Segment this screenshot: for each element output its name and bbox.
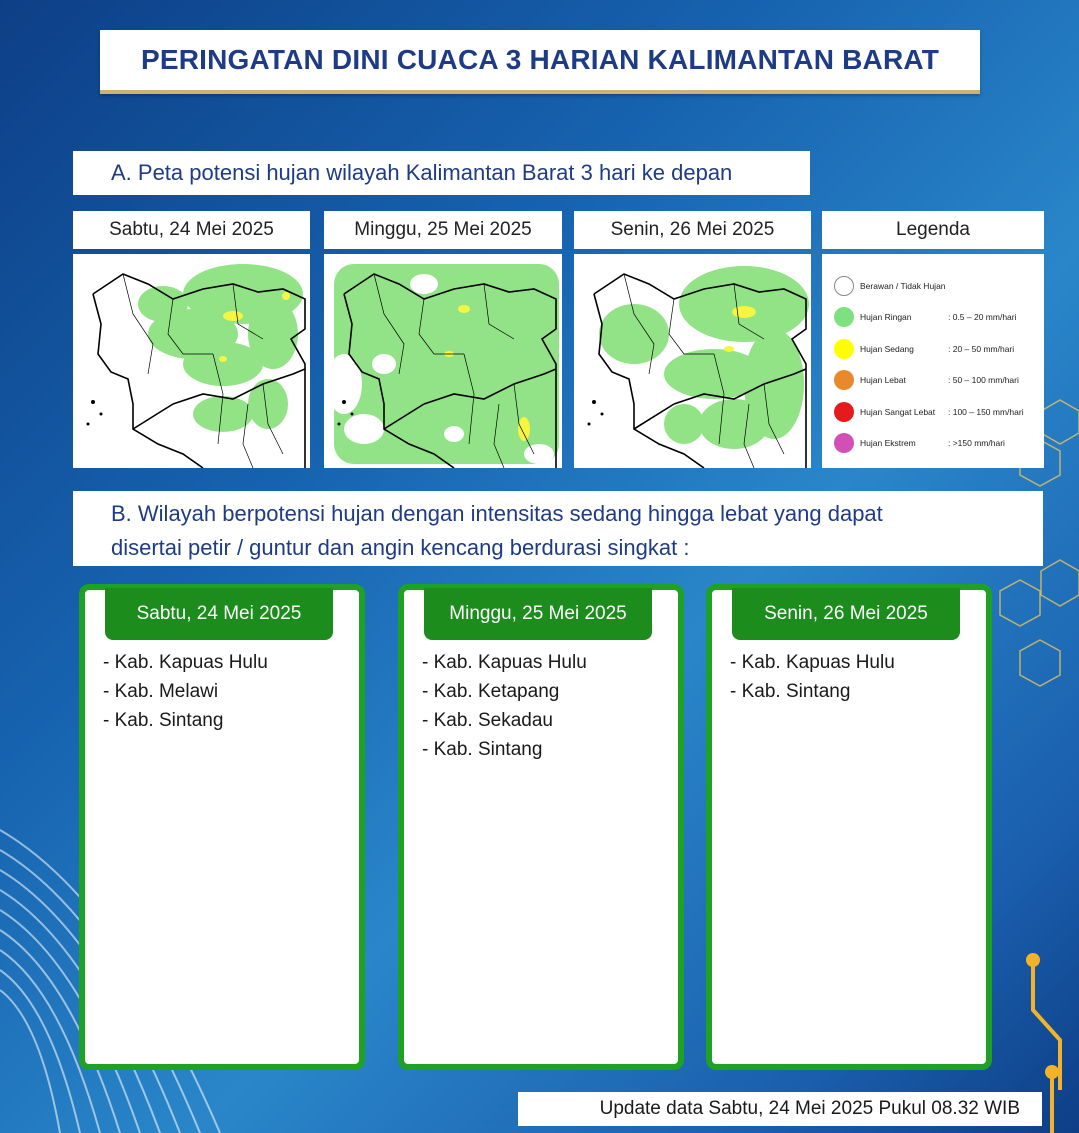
warning-card-day2 — [398, 584, 684, 1070]
legend-item — [834, 333, 1044, 365]
list-item: - Kab. Kapuas Hulu — [730, 652, 895, 673]
legend-swatch-moderate — [834, 339, 854, 359]
section-b-line1: B. Wilayah berpotensi hujan dengan intensitas sedang hingga lebat yang dapat — [111, 501, 883, 526]
list-item: - Kab. Kapuas Hulu — [422, 652, 587, 673]
legend-swatch-very-heavy — [834, 402, 854, 422]
legend-swatch-heavy — [834, 370, 854, 390]
list-item: - Kab. Ketapang — [422, 681, 560, 702]
legend-item — [834, 396, 1044, 428]
legend-item — [834, 302, 1044, 334]
map-date-day1: Sabtu, 24 Mei 2025 — [73, 211, 310, 249]
legend-range: : 0.5 – 20 mm/hari — [948, 312, 1017, 323]
legend-swatch-light — [834, 307, 854, 327]
list-item: - Kab. Sintang — [422, 739, 543, 760]
region-list — [422, 648, 587, 764]
legend-range: : 50 – 100 mm/hari — [948, 375, 1019, 386]
list-item: - Kab. Sintang — [103, 710, 224, 731]
page-title-banner — [100, 30, 980, 94]
region-list — [103, 648, 268, 735]
legend-name: Hujan Sedang — [860, 343, 914, 354]
legend-swatch-cloudy — [834, 276, 854, 296]
list-item: - Kab. Kapuas Hulu — [103, 652, 268, 673]
rain-map-day2 — [324, 254, 562, 468]
map-date-day2: Minggu, 25 Mei 2025 — [324, 211, 562, 249]
card-date-tab: Minggu, 25 Mei 2025 — [424, 588, 652, 640]
legend-name: Hujan Ekstrem — [860, 438, 916, 449]
legend-title: Legenda — [822, 211, 1044, 249]
warning-card-day1 — [79, 584, 365, 1070]
warning-card-day3 — [706, 584, 992, 1070]
legend-name: Hujan Ringan — [860, 312, 912, 323]
list-item: - Kab. Sintang — [730, 681, 851, 702]
legend-item — [834, 270, 1044, 302]
list-item: - Kab. Sekadau — [422, 710, 553, 731]
legend-item — [834, 428, 1044, 460]
legend-item — [834, 365, 1044, 397]
legend-range: : >150 mm/hari — [948, 438, 1005, 449]
legend-range: : 100 – 150 mm/hari — [948, 406, 1024, 417]
map-date-day3: Senin, 26 Mei 2025 — [574, 211, 811, 249]
section-b-line2: disertai petir / guntur dan angin kencang berdurasi singkat : — [111, 535, 690, 560]
legend-range: : 20 – 50 mm/hari — [948, 343, 1015, 354]
region-list — [730, 648, 895, 706]
card-date-tab: Senin, 26 Mei 2025 — [732, 588, 960, 640]
legend-name: Hujan Lebat — [860, 375, 906, 386]
page-title: PERINGATAN DINI CUACA 3 HARIAN KALIMANTAN BARAT — [140, 44, 940, 75]
legend-name: Berawan / Tidak Hujan — [860, 280, 946, 291]
section-a-heading: A. Peta potensi hujan wilayah Kalimantan Barat 3 hari ke depan — [73, 151, 810, 195]
legend-panel — [822, 254, 1044, 468]
section-b-heading — [73, 491, 1043, 566]
legend-swatch-extreme — [834, 433, 854, 453]
card-date-tab: Sabtu, 24 Mei 2025 — [105, 588, 333, 640]
list-item: - Kab. Melawi — [103, 681, 219, 702]
legend-name: Hujan Sangat Lebat — [860, 406, 936, 417]
rain-map-day1 — [73, 254, 310, 468]
rain-map-day3 — [574, 254, 811, 468]
update-timestamp: Update data Sabtu, 24 Mei 2025 Pukul 08.32 WIB — [518, 1092, 1042, 1126]
